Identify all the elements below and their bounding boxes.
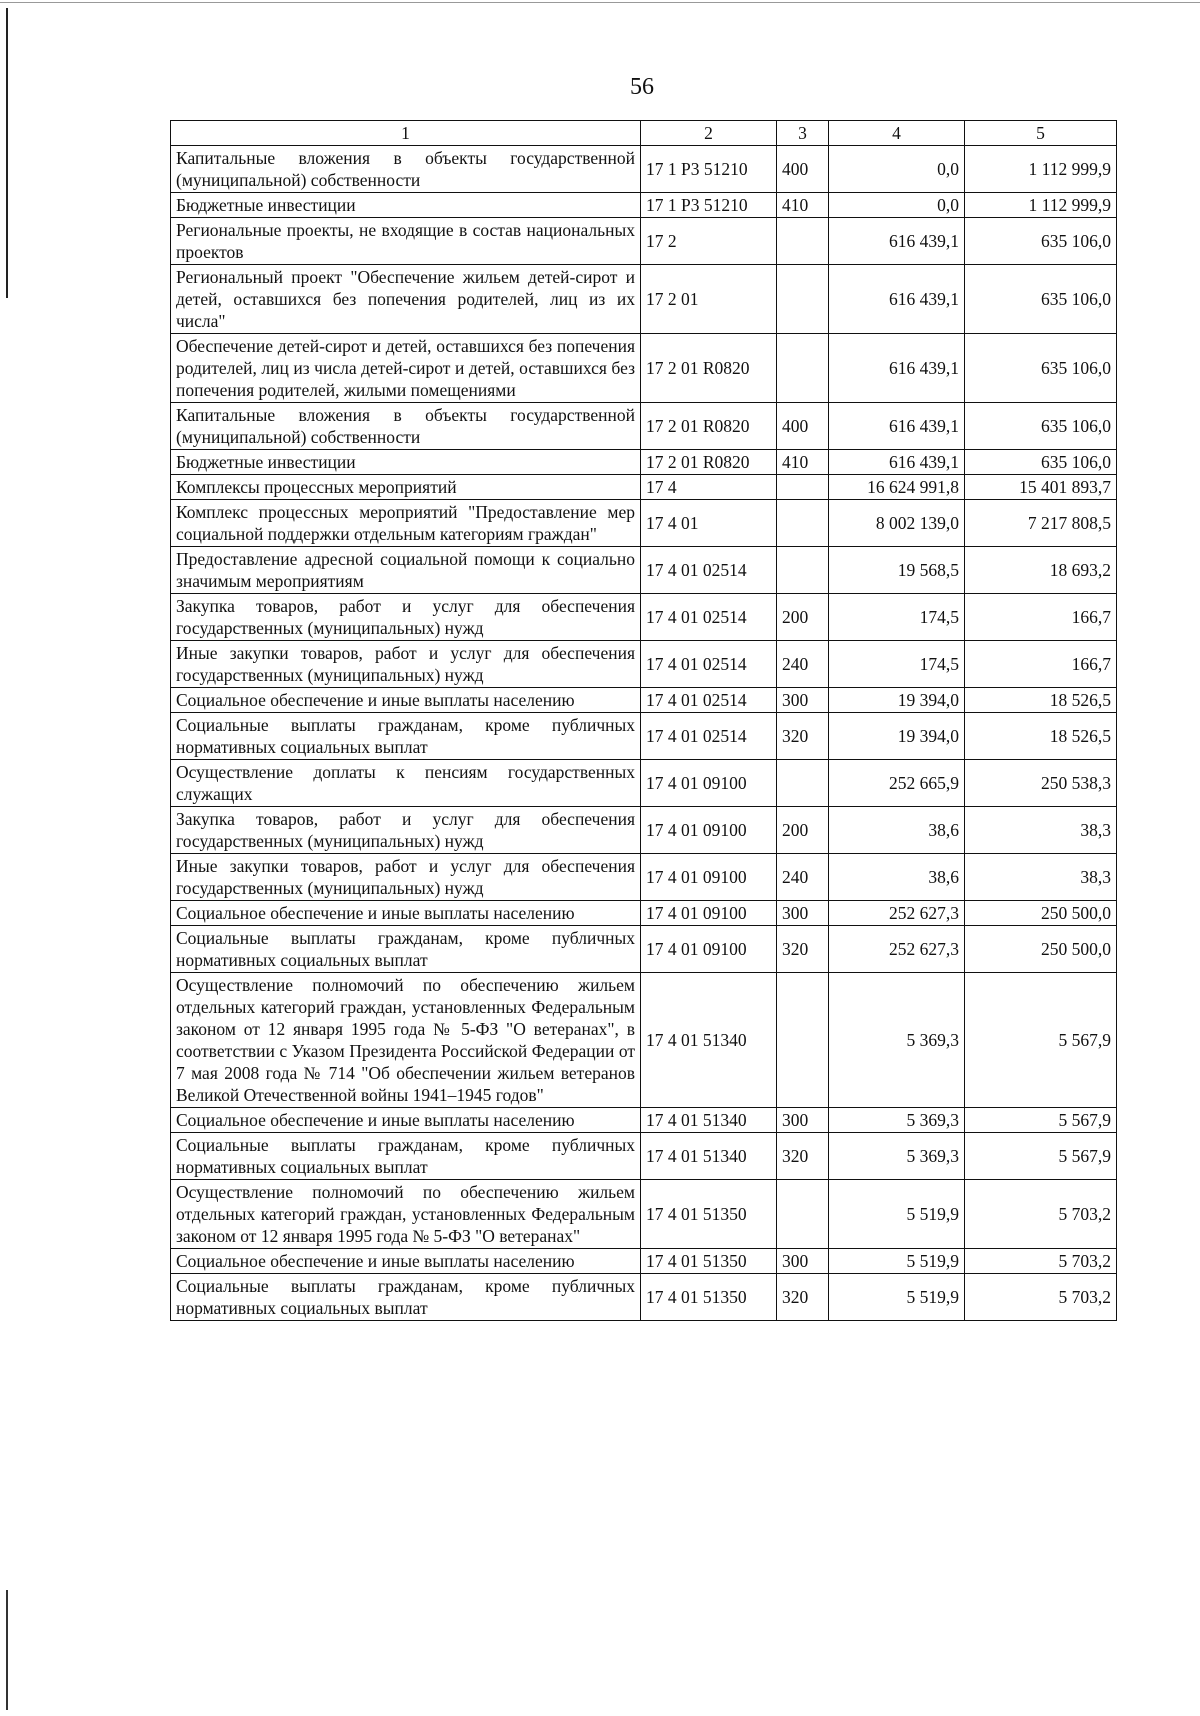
- row-amount-year-2: 166,7: [965, 641, 1117, 688]
- row-amount-year-1: 16 624 991,8: [829, 475, 965, 500]
- row-amount-year-2: 5 703,2: [965, 1249, 1117, 1274]
- row-expense-type: [777, 218, 829, 265]
- table-header: [171, 121, 1117, 146]
- row-name: Закупка товаров, работ и услуг для обеспечения государственных (муниципальных) нужд: [171, 807, 641, 854]
- row-amount-year-2: 250 500,0: [965, 926, 1117, 973]
- row-amount-year-2: 5 567,9: [965, 1133, 1117, 1180]
- row-target-code: 17 1 Р3 51210: [641, 146, 777, 193]
- header-col-2: 2: [641, 121, 777, 146]
- scan-edge-left-lower: [6, 1590, 8, 1710]
- row-target-code: 17 4 01 02514: [641, 713, 777, 760]
- row-name: Капитальные вложения в объекты государственной (муниципальной) собственности: [171, 403, 641, 450]
- row-expense-type: [777, 760, 829, 807]
- table-row: [171, 500, 1117, 547]
- row-name: Социальные выплаты гражданам, кроме публичных нормативных социальных выплат: [171, 1133, 641, 1180]
- table-row: [171, 334, 1117, 403]
- table-row: [171, 403, 1117, 450]
- table-row: [171, 475, 1117, 500]
- row-amount-year-1: 5 519,9: [829, 1249, 965, 1274]
- table-row: [171, 760, 1117, 807]
- row-amount-year-2: 15 401 893,7: [965, 475, 1117, 500]
- row-amount-year-1: 252 627,3: [829, 926, 965, 973]
- row-amount-year-2: 18 526,5: [965, 713, 1117, 760]
- row-target-code: 17 4: [641, 475, 777, 500]
- row-expense-type: 400: [777, 146, 829, 193]
- row-expense-type: 320: [777, 1133, 829, 1180]
- row-name: Социальные выплаты гражданам, кроме публичных нормативных социальных выплат: [171, 1274, 641, 1321]
- row-expense-type: 320: [777, 1274, 829, 1321]
- table-row: [171, 1180, 1117, 1249]
- row-name: Комплекс процессных мероприятий "Предоставление мер социальной поддержки отдельным категориям граждан": [171, 500, 641, 547]
- table-row: [171, 807, 1117, 854]
- row-amount-year-1: 616 439,1: [829, 450, 965, 475]
- row-amount-year-1: 19 394,0: [829, 688, 965, 713]
- row-name: Предоставление адресной социальной помощи к социально значимым мероприятиям: [171, 547, 641, 594]
- row-amount-year-2: 7 217 808,5: [965, 500, 1117, 547]
- row-name: Социальные выплаты гражданам, кроме публичных нормативных социальных выплат: [171, 926, 641, 973]
- row-amount-year-1: 252 665,9: [829, 760, 965, 807]
- row-amount-year-2: 1 112 999,9: [965, 146, 1117, 193]
- row-expense-type: 300: [777, 901, 829, 926]
- table-row: [171, 713, 1117, 760]
- row-name: Закупка товаров, работ и услуг для обеспечения государственных (муниципальных) нужд: [171, 594, 641, 641]
- row-amount-year-1: 174,5: [829, 594, 965, 641]
- row-expense-type: [777, 334, 829, 403]
- table-row: [171, 854, 1117, 901]
- scan-edge-top: [0, 2, 1200, 3]
- table-body: [171, 146, 1117, 1321]
- row-target-code: 17 4 01 51340: [641, 1133, 777, 1180]
- row-target-code: 17 2 01 R0820: [641, 334, 777, 403]
- row-amount-year-2: 250 500,0: [965, 901, 1117, 926]
- row-target-code: 17 4 01 09100: [641, 854, 777, 901]
- row-amount-year-1: 5 369,3: [829, 1108, 965, 1133]
- row-target-code: 17 2 01: [641, 265, 777, 334]
- row-expense-type: [777, 1180, 829, 1249]
- row-target-code: 17 2: [641, 218, 777, 265]
- row-amount-year-1: 8 002 139,0: [829, 500, 965, 547]
- row-name: Иные закупки товаров, работ и услуг для обеспечения государственных (муниципальных) нужд: [171, 641, 641, 688]
- header-col-3: 3: [777, 121, 829, 146]
- table-row: [171, 1133, 1117, 1180]
- row-amount-year-1: 616 439,1: [829, 218, 965, 265]
- scan-edge-left: [6, 8, 8, 298]
- row-target-code: 17 4 01 02514: [641, 641, 777, 688]
- row-name: Региональные проекты, не входящие в состав национальных проектов: [171, 218, 641, 265]
- table-row: [171, 146, 1117, 193]
- row-amount-year-2: 166,7: [965, 594, 1117, 641]
- row-name: Социальное обеспечение и иные выплаты населению: [171, 1108, 641, 1133]
- row-target-code: 17 4 01: [641, 500, 777, 547]
- page-number: 56: [630, 74, 654, 100]
- row-amount-year-1: 5 369,3: [829, 1133, 965, 1180]
- row-name: Осуществление доплаты к пенсиям государственных служащих: [171, 760, 641, 807]
- table-row: [171, 641, 1117, 688]
- row-amount-year-2: 5 567,9: [965, 973, 1117, 1108]
- row-name: Обеспечение детей-сирот и детей, оставшихся без попечения родителей, лиц из числа детей-сирот и детей, оставшихся без попечения родителей, жилыми помещениями: [171, 334, 641, 403]
- table-row: [171, 901, 1117, 926]
- row-amount-year-2: 5 567,9: [965, 1108, 1117, 1133]
- row-target-code: 17 2 01 R0820: [641, 403, 777, 450]
- row-amount-year-2: 635 106,0: [965, 218, 1117, 265]
- row-amount-year-2: 635 106,0: [965, 403, 1117, 450]
- row-expense-type: 300: [777, 1108, 829, 1133]
- row-target-code: 17 4 01 09100: [641, 901, 777, 926]
- table-row: [171, 1108, 1117, 1133]
- row-expense-type: 240: [777, 641, 829, 688]
- row-expense-type: 200: [777, 807, 829, 854]
- row-amount-year-1: 616 439,1: [829, 334, 965, 403]
- row-amount-year-1: 5 519,9: [829, 1274, 965, 1321]
- row-expense-type: [777, 265, 829, 334]
- header-col-1: 1: [171, 121, 641, 146]
- row-target-code: 17 1 Р3 51210: [641, 193, 777, 218]
- row-expense-type: 410: [777, 193, 829, 218]
- row-amount-year-1: 5 369,3: [829, 973, 965, 1108]
- table-row: [171, 1274, 1117, 1321]
- table-row: [171, 450, 1117, 475]
- row-expense-type: 400: [777, 403, 829, 450]
- row-amount-year-1: 38,6: [829, 807, 965, 854]
- row-target-code: 17 4 01 51350: [641, 1249, 777, 1274]
- row-target-code: 17 4 01 09100: [641, 807, 777, 854]
- row-amount-year-2: 250 538,3: [965, 760, 1117, 807]
- row-amount-year-1: 5 519,9: [829, 1180, 965, 1249]
- row-expense-type: 300: [777, 1249, 829, 1274]
- table-row: [171, 973, 1117, 1108]
- header-col-5: 5: [965, 121, 1117, 146]
- row-name: Капитальные вложения в объекты государственной (муниципальной) собственности: [171, 146, 641, 193]
- row-amount-year-1: 19 394,0: [829, 713, 965, 760]
- row-name: Осуществление полномочий по обеспечению жильем отдельных категорий граждан, установленных Федеральным законом от 12 января 1995 года № 5-ФЗ "О ветеранах", в соответствии с Указом Президента Российской Федерации от 7 мая 2008 года № 714 "Об обеспечении жильем ветеранов Великой Отечественной войны 1941–1945 годов": [171, 973, 641, 1108]
- row-expense-type: 320: [777, 713, 829, 760]
- row-expense-type: 300: [777, 688, 829, 713]
- row-name: Региональный проект "Обеспечение жильем детей-сирот и детей, оставшихся без попечения родителей, лиц из их числа": [171, 265, 641, 334]
- row-name: Бюджетные инвестиции: [171, 193, 641, 218]
- table-row: [171, 547, 1117, 594]
- row-amount-year-1: 174,5: [829, 641, 965, 688]
- row-name: Комплексы процессных мероприятий: [171, 475, 641, 500]
- row-amount-year-1: 38,6: [829, 854, 965, 901]
- row-target-code: 17 4 01 51340: [641, 973, 777, 1108]
- row-expense-type: 410: [777, 450, 829, 475]
- row-target-code: 17 4 01 09100: [641, 926, 777, 973]
- row-amount-year-2: 635 106,0: [965, 334, 1117, 403]
- row-expense-type: 240: [777, 854, 829, 901]
- row-name: Социальное обеспечение и иные выплаты населению: [171, 688, 641, 713]
- row-target-code: 17 4 01 51340: [641, 1108, 777, 1133]
- row-expense-type: [777, 547, 829, 594]
- row-expense-type: [777, 973, 829, 1108]
- row-target-code: 17 4 01 51350: [641, 1274, 777, 1321]
- row-amount-year-1: 616 439,1: [829, 265, 965, 334]
- row-amount-year-2: 18 693,2: [965, 547, 1117, 594]
- row-name: Социальные выплаты гражданам, кроме публичных нормативных социальных выплат: [171, 713, 641, 760]
- table-row: [171, 265, 1117, 334]
- row-target-code: 17 4 01 02514: [641, 547, 777, 594]
- budget-table: [170, 120, 1117, 1321]
- row-amount-year-1: 0,0: [829, 193, 965, 218]
- row-name: Иные закупки товаров, работ и услуг для обеспечения государственных (муниципальных) нужд: [171, 854, 641, 901]
- row-target-code: 17 2 01 R0820: [641, 450, 777, 475]
- header-col-4: 4: [829, 121, 965, 146]
- row-amount-year-2: 635 106,0: [965, 450, 1117, 475]
- row-amount-year-2: 38,3: [965, 854, 1117, 901]
- table-row: [171, 594, 1117, 641]
- row-target-code: 17 4 01 51350: [641, 1180, 777, 1249]
- row-amount-year-2: 635 106,0: [965, 265, 1117, 334]
- row-expense-type: 200: [777, 594, 829, 641]
- row-amount-year-2: 5 703,2: [965, 1180, 1117, 1249]
- row-amount-year-2: 38,3: [965, 807, 1117, 854]
- row-amount-year-1: 0,0: [829, 146, 965, 193]
- row-expense-type: 320: [777, 926, 829, 973]
- table-row: [171, 193, 1117, 218]
- table-row: [171, 926, 1117, 973]
- row-amount-year-2: 1 112 999,9: [965, 193, 1117, 218]
- row-target-code: 17 4 01 02514: [641, 688, 777, 713]
- table-row: [171, 688, 1117, 713]
- row-amount-year-1: 616 439,1: [829, 403, 965, 450]
- table-row: [171, 218, 1117, 265]
- row-target-code: 17 4 01 02514: [641, 594, 777, 641]
- row-name: Осуществление полномочий по обеспечению жильем отдельных категорий граждан, установленных Федеральным законом от 12 января 1995 года № 5-ФЗ "О ветеранах": [171, 1180, 641, 1249]
- row-amount-year-1: 19 568,5: [829, 547, 965, 594]
- row-name: Социальное обеспечение и иные выплаты населению: [171, 901, 641, 926]
- row-amount-year-1: 252 627,3: [829, 901, 965, 926]
- row-name: Бюджетные инвестиции: [171, 450, 641, 475]
- row-expense-type: [777, 500, 829, 547]
- row-expense-type: [777, 475, 829, 500]
- row-name: Социальное обеспечение и иные выплаты населению: [171, 1249, 641, 1274]
- row-amount-year-2: 18 526,5: [965, 688, 1117, 713]
- header-row: [171, 121, 1117, 146]
- row-amount-year-2: 5 703,2: [965, 1274, 1117, 1321]
- row-target-code: 17 4 01 09100: [641, 760, 777, 807]
- table-row: [171, 1249, 1117, 1274]
